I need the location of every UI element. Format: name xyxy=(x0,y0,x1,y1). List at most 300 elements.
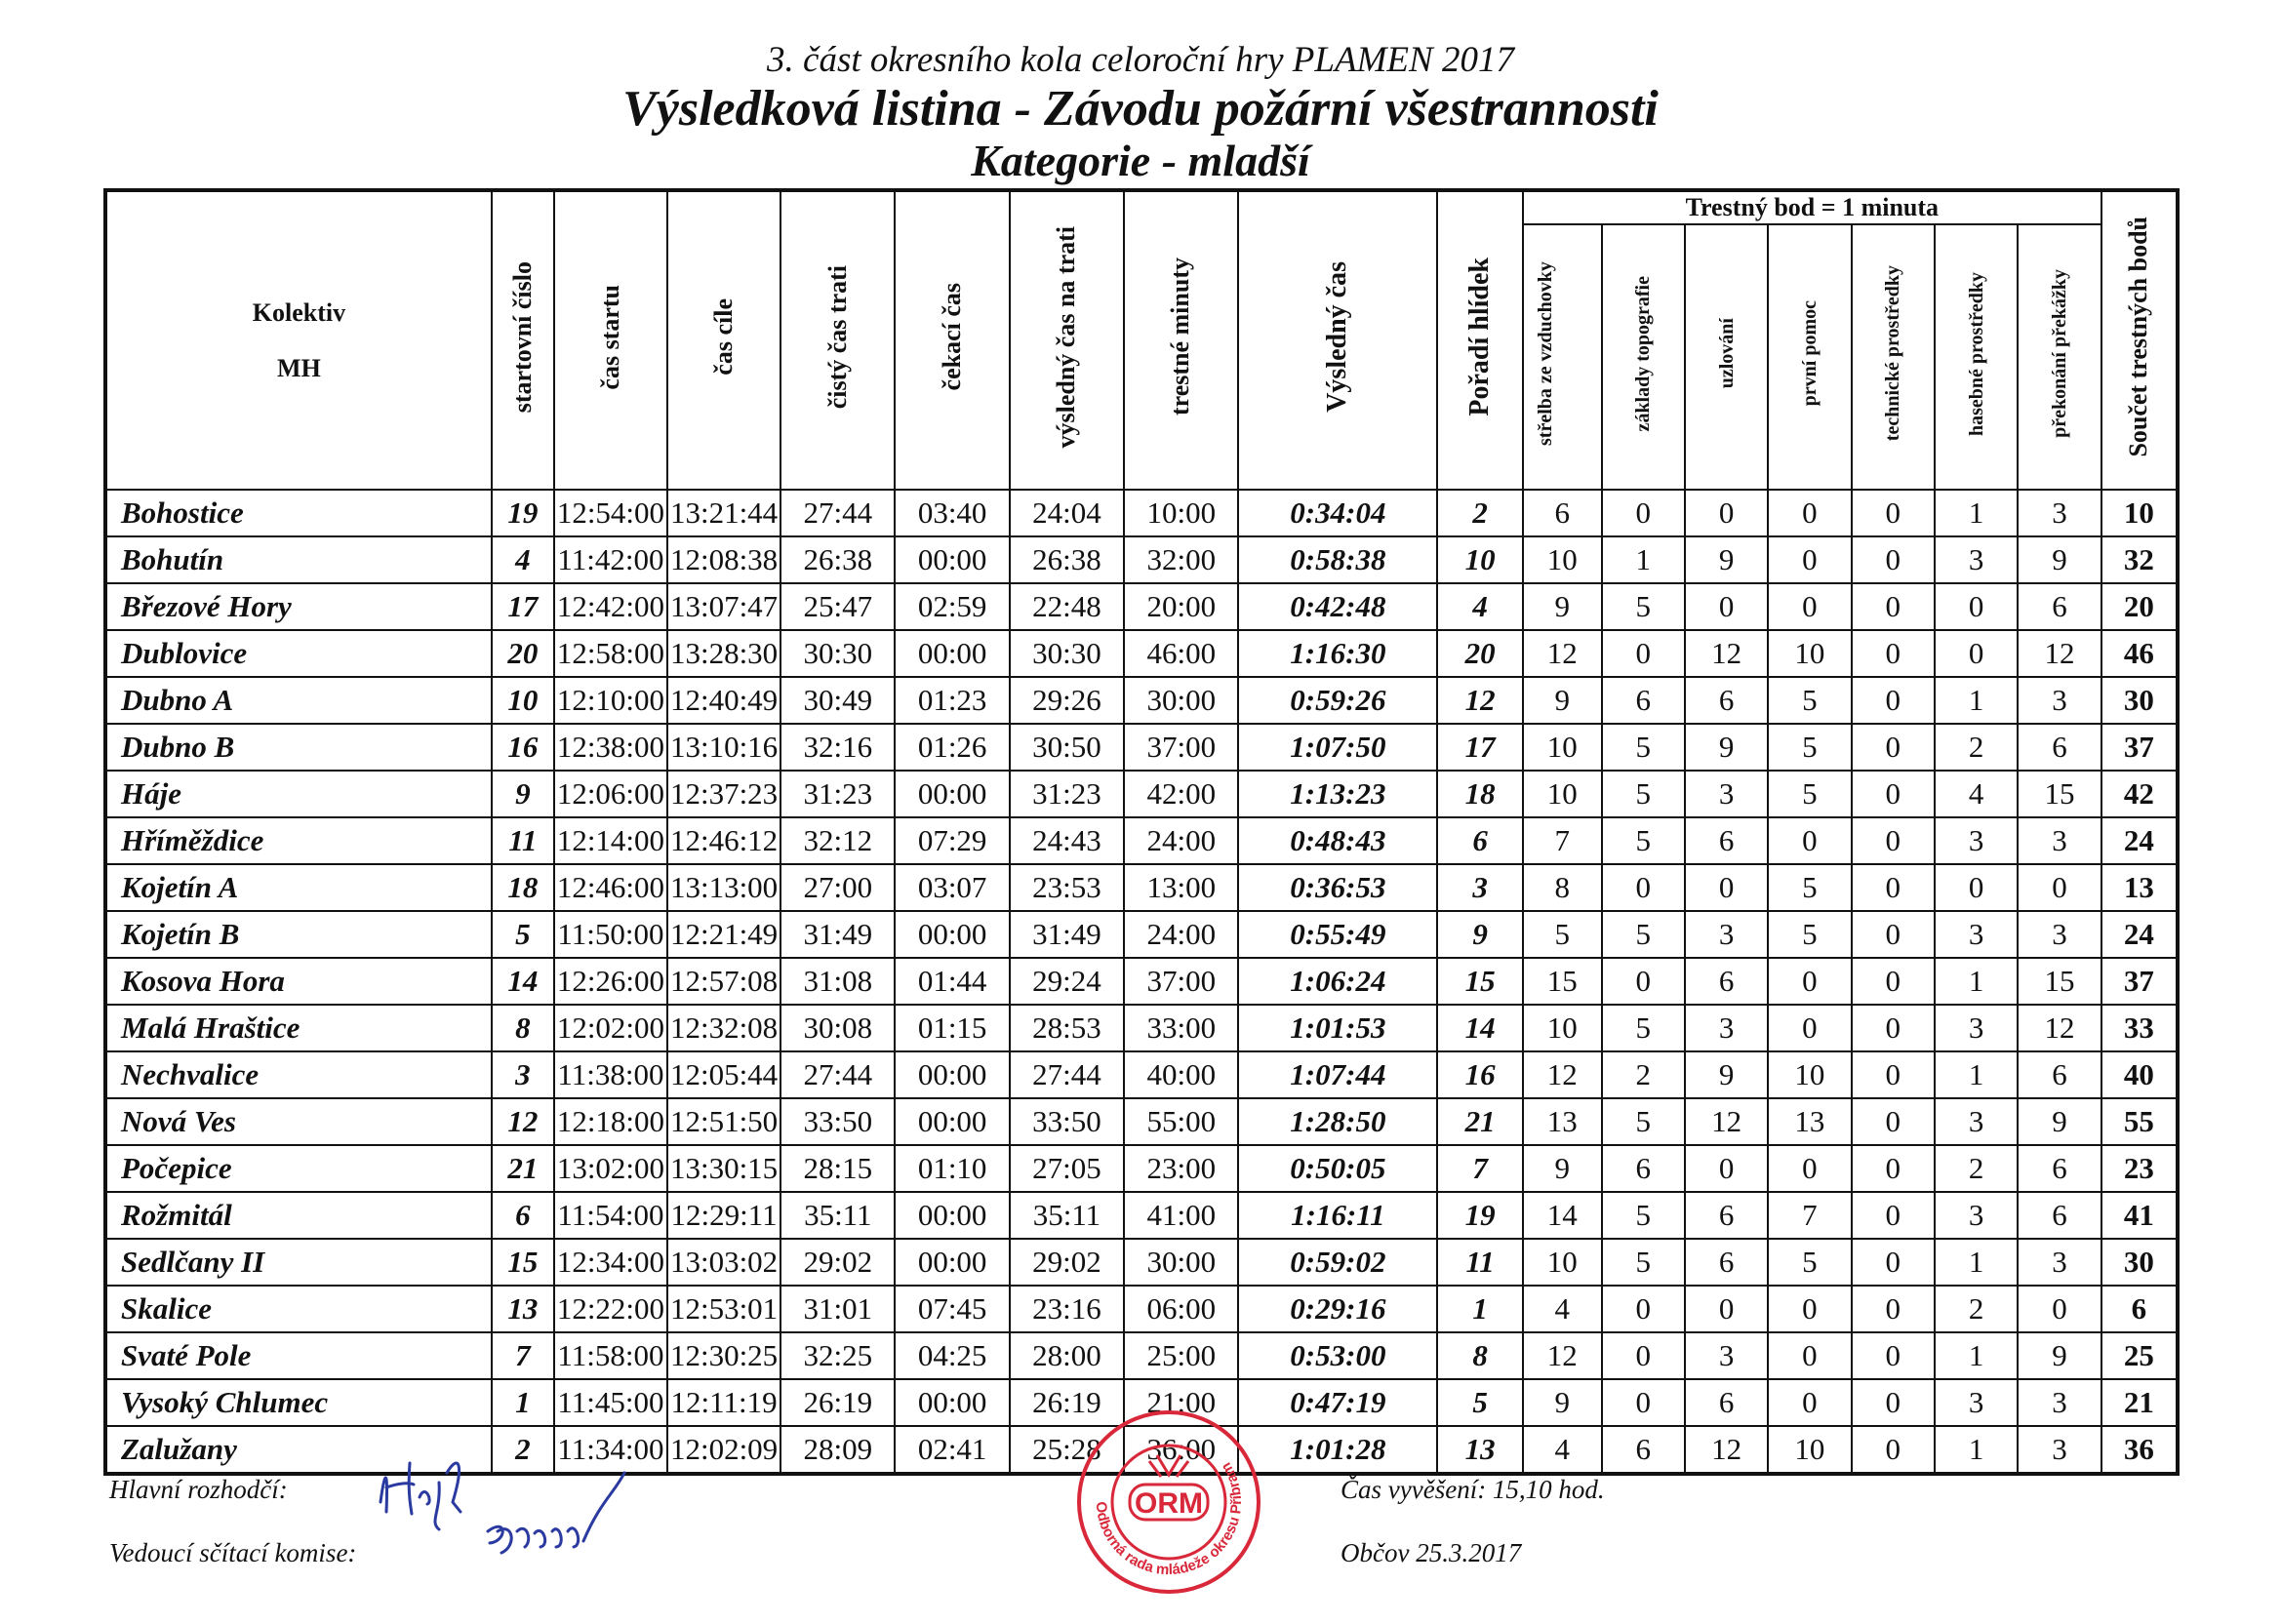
penalty-sum: 24 xyxy=(2101,817,2178,864)
team-name: Háje xyxy=(105,771,492,817)
table-cell: 6 xyxy=(1685,817,1768,864)
table-cell: 03:40 xyxy=(895,490,1009,536)
table-cell: 00:00 xyxy=(895,1051,1009,1098)
table-cell: 37:00 xyxy=(1124,958,1238,1005)
team-name: Skalice xyxy=(105,1286,492,1332)
table-cell: 30:50 xyxy=(1010,724,1124,771)
start-number: 7 xyxy=(492,1332,554,1379)
table-cell: 33:00 xyxy=(1124,1005,1238,1051)
table-cell: 12:10:00 xyxy=(554,677,667,724)
table-cell: 0 xyxy=(1602,1332,1685,1379)
team-name: Kojetín A xyxy=(105,864,492,911)
table-cell: 00:00 xyxy=(895,771,1009,817)
table-cell: 31:23 xyxy=(1010,771,1124,817)
table-cell: 12:26:00 xyxy=(554,958,667,1005)
col-header-start-time: čas startu xyxy=(554,190,667,490)
table-cell: 40:00 xyxy=(1124,1051,1238,1098)
start-number: 1 xyxy=(492,1379,554,1426)
table-cell: 0 xyxy=(1768,1332,1851,1379)
penalty-sum: 36 xyxy=(2101,1426,2178,1474)
table-cell: 25:28 xyxy=(1010,1426,1124,1474)
table-cell: 0 xyxy=(1935,583,2018,630)
table-cell: 11:38:00 xyxy=(554,1051,667,1098)
result-time: 1:16:30 xyxy=(1238,630,1437,677)
col-header-extinguishing-equipment: hasebné prostředky xyxy=(1935,224,2018,490)
team-name: Kosova Hora xyxy=(105,958,492,1005)
table-cell: 37:00 xyxy=(1124,724,1238,771)
table-cell: 3 xyxy=(1685,771,1768,817)
table-row xyxy=(105,630,2178,677)
table-cell: 0 xyxy=(1852,1239,1935,1286)
table-cell: 32:25 xyxy=(780,1332,895,1379)
rank: 2 xyxy=(1437,490,1523,536)
table-cell: 5 xyxy=(1602,771,1685,817)
table-cell: 5 xyxy=(1602,1192,1685,1239)
rank: 10 xyxy=(1437,536,1523,583)
result-time: 0:48:43 xyxy=(1238,817,1437,864)
table-cell: 0 xyxy=(1852,1379,1935,1426)
table-cell: 12:46:12 xyxy=(667,817,780,864)
team-name: Malá Hraštice xyxy=(105,1005,492,1051)
table-cell: 12 xyxy=(1685,630,1768,677)
result-time: 0:36:53 xyxy=(1238,864,1437,911)
rank: 6 xyxy=(1437,817,1523,864)
penalty-sum: 37 xyxy=(2101,724,2178,771)
document-title: Výsledková listina - Závodu požární všestrannosti xyxy=(622,81,1659,137)
place-date: Občov 25.3.2017 xyxy=(1341,1538,1522,1567)
table-cell: 0 xyxy=(1852,1005,1935,1051)
table-cell: 6 xyxy=(1602,677,1685,724)
table-cell: 28:00 xyxy=(1010,1332,1124,1379)
table-cell: 12:40:49 xyxy=(667,677,780,724)
table-cell: 3 xyxy=(1935,1379,2018,1426)
table-cell: 12 xyxy=(1685,1426,1768,1474)
table-cell: 2 xyxy=(1602,1051,1685,1098)
team-name: Svaté Pole xyxy=(105,1332,492,1379)
table-cell: 30:00 xyxy=(1124,1239,1238,1286)
table-cell: 27:00 xyxy=(780,864,895,911)
table-cell: 0 xyxy=(1852,630,1935,677)
col-header-technical-equipment: technické prostředky xyxy=(1852,224,1935,490)
table-cell: 0 xyxy=(1852,724,1935,771)
table-row xyxy=(105,724,2178,771)
table-cell: 6 xyxy=(1685,677,1768,724)
table-cell: 10 xyxy=(1523,1005,1602,1051)
table-cell: 07:45 xyxy=(895,1286,1009,1332)
start-number: 17 xyxy=(492,583,554,630)
start-number: 10 xyxy=(492,677,554,724)
result-time: 0:42:48 xyxy=(1238,583,1437,630)
table-cell: 0 xyxy=(1852,490,1935,536)
penalty-sum: 21 xyxy=(2101,1379,2178,1426)
table-cell: 02:59 xyxy=(895,583,1009,630)
table-cell: 01:44 xyxy=(895,958,1009,1005)
table-cell: 3 xyxy=(2018,1239,2101,1286)
stamp-center-text: ORM xyxy=(1135,1487,1203,1520)
table-row xyxy=(105,817,2178,864)
table-cell: 5 xyxy=(1602,1005,1685,1051)
table-header xyxy=(105,190,2178,490)
result-time: 1:28:50 xyxy=(1238,1098,1437,1145)
table-cell: 31:49 xyxy=(1010,911,1124,958)
table-cell: 13:10:16 xyxy=(667,724,780,771)
col-header-shooting: střelba ze vzduchovky xyxy=(1523,224,1602,490)
table-cell: 3 xyxy=(2018,817,2101,864)
table-cell: 27:05 xyxy=(1010,1145,1124,1192)
table-cell: 30:00 xyxy=(1124,677,1238,724)
table-cell: 01:23 xyxy=(895,677,1009,724)
table-cell: 22:48 xyxy=(1010,583,1124,630)
penalty-sum: 25 xyxy=(2101,1332,2178,1379)
table-cell: 12:18:00 xyxy=(554,1098,667,1145)
penalty-sum: 42 xyxy=(2101,771,2178,817)
start-number: 21 xyxy=(492,1145,554,1192)
result-time: 1:06:24 xyxy=(1238,958,1437,1005)
table-cell: 36:00 xyxy=(1124,1426,1238,1474)
table-cell: 10 xyxy=(1768,1051,1851,1098)
table-cell: 9 xyxy=(1523,1145,1602,1192)
table-cell: 0 xyxy=(1768,536,1851,583)
table-cell: 15 xyxy=(2018,771,2101,817)
table-cell: 25:47 xyxy=(780,583,895,630)
table-cell: 9 xyxy=(1685,1051,1768,1098)
table-row xyxy=(105,1145,2178,1192)
table-cell: 0 xyxy=(1768,817,1851,864)
table-cell: 0 xyxy=(1768,958,1851,1005)
table-cell: 12:06:00 xyxy=(554,771,667,817)
table-cell: 29:26 xyxy=(1010,677,1124,724)
table-cell: 6 xyxy=(2018,1192,2101,1239)
table-cell: 11:34:00 xyxy=(554,1426,667,1474)
penalty-sum: 33 xyxy=(2101,1005,2178,1051)
table-cell: 13:02:00 xyxy=(554,1145,667,1192)
col-header-obstacles: překonání překážky xyxy=(2018,224,2101,490)
table-row xyxy=(105,1192,2178,1239)
table-cell: 10 xyxy=(1768,1426,1851,1474)
result-time: 1:16:11 xyxy=(1238,1192,1437,1239)
table-cell: 1 xyxy=(1935,958,2018,1005)
result-time: 0:34:04 xyxy=(1238,490,1437,536)
table-cell: 3 xyxy=(1935,817,2018,864)
table-row xyxy=(105,1051,2178,1098)
table-cell: 12:02:09 xyxy=(667,1426,780,1474)
table-cell: 0 xyxy=(1685,1286,1768,1332)
table-cell: 3 xyxy=(1935,1005,2018,1051)
table-cell: 04:25 xyxy=(895,1332,1009,1379)
table-cell: 14 xyxy=(1523,1192,1602,1239)
table-cell: 30:08 xyxy=(780,1005,895,1051)
table-cell: 31:23 xyxy=(780,771,895,817)
table-cell: 0 xyxy=(1852,1145,1935,1192)
committee-label: Vedoucí sčítací komise: xyxy=(109,1538,357,1567)
table-cell: 33:50 xyxy=(780,1098,895,1145)
table-cell: 12:51:50 xyxy=(667,1098,780,1145)
table-cell: 1 xyxy=(1935,1332,2018,1379)
posted-time: Čas vyvěšení: 15,10 hod. xyxy=(1341,1475,1605,1504)
table-cell: 0 xyxy=(1768,583,1851,630)
table-cell: 12:38:00 xyxy=(554,724,667,771)
table-cell: 13 xyxy=(1523,1098,1602,1145)
rank: 15 xyxy=(1437,958,1523,1005)
table-cell: 4 xyxy=(1523,1426,1602,1474)
table-row xyxy=(105,536,2178,583)
rank: 18 xyxy=(1437,771,1523,817)
table-cell: 23:53 xyxy=(1010,864,1124,911)
table-cell: 30:30 xyxy=(780,630,895,677)
table-cell: 0 xyxy=(1935,630,2018,677)
rank: 21 xyxy=(1437,1098,1523,1145)
table-cell: 11:45:00 xyxy=(554,1379,667,1426)
rank: 12 xyxy=(1437,677,1523,724)
rank: 19 xyxy=(1437,1192,1523,1239)
rank: 17 xyxy=(1437,724,1523,771)
table-cell: 13:13:00 xyxy=(667,864,780,911)
orm-stamp xyxy=(1071,1405,1266,1600)
start-number: 3 xyxy=(492,1051,554,1098)
table-cell: 1 xyxy=(1602,536,1685,583)
table-cell: 5 xyxy=(1602,583,1685,630)
table-cell: 10 xyxy=(1523,536,1602,583)
result-time: 1:07:44 xyxy=(1238,1051,1437,1098)
table-cell: 1 xyxy=(1935,1426,2018,1474)
table-cell: 55:00 xyxy=(1124,1098,1238,1145)
table-cell: 9 xyxy=(1523,1379,1602,1426)
table-cell: 0 xyxy=(1852,583,1935,630)
start-number: 13 xyxy=(492,1286,554,1332)
table-cell: 3 xyxy=(1935,911,2018,958)
table-cell: 12:57:08 xyxy=(667,958,780,1005)
table-cell: 9 xyxy=(1685,724,1768,771)
table-cell: 35:11 xyxy=(1010,1192,1124,1239)
col-header-wait-time: čekací čas xyxy=(895,190,1009,490)
table-cell: 0 xyxy=(1602,864,1685,911)
rank: 8 xyxy=(1437,1332,1523,1379)
result-time: 0:55:49 xyxy=(1238,911,1437,958)
table-cell: 12:02:00 xyxy=(554,1005,667,1051)
table-cell: 13:03:02 xyxy=(667,1239,780,1286)
table-cell: 5 xyxy=(1602,724,1685,771)
team-name: Nechvalice xyxy=(105,1051,492,1098)
table-cell: 0 xyxy=(1852,536,1935,583)
result-time: 0:47:19 xyxy=(1238,1379,1437,1426)
table-cell: 0 xyxy=(1602,630,1685,677)
table-cell: 4 xyxy=(1523,1286,1602,1332)
team-name: Sedlčany II xyxy=(105,1239,492,1286)
table-cell: 0 xyxy=(1768,1379,1851,1426)
penalty-sum: 6 xyxy=(2101,1286,2178,1332)
table-row xyxy=(105,1098,2178,1145)
result-time: 0:58:38 xyxy=(1238,536,1437,583)
table-cell: 10 xyxy=(1523,724,1602,771)
table-cell: 32:12 xyxy=(780,817,895,864)
table-cell: 0 xyxy=(1768,1005,1851,1051)
table-cell: 03:07 xyxy=(895,864,1009,911)
col-header-track-time: výsledný čas na trati xyxy=(1010,190,1124,490)
start-number: 8 xyxy=(492,1005,554,1051)
start-number: 14 xyxy=(492,958,554,1005)
table-cell: 12:46:00 xyxy=(554,864,667,911)
team-name: Dubno A xyxy=(105,677,492,724)
team-name: Dubno B xyxy=(105,724,492,771)
table-cell: 11:54:00 xyxy=(554,1192,667,1239)
col-header-result-time: Výsledný čas xyxy=(1238,190,1437,490)
table-cell: 00:00 xyxy=(895,1379,1009,1426)
rank: 5 xyxy=(1437,1379,1523,1426)
table-cell: 0 xyxy=(1602,958,1685,1005)
table-cell: 7 xyxy=(1523,817,1602,864)
table-cell: 5 xyxy=(1768,677,1851,724)
table-cell: 11:42:00 xyxy=(554,536,667,583)
table-cell: 12 xyxy=(1523,1051,1602,1098)
table-cell: 11:58:00 xyxy=(554,1332,667,1379)
start-number: 12 xyxy=(492,1098,554,1145)
table-cell: 3 xyxy=(2018,911,2101,958)
table-cell: 20:00 xyxy=(1124,583,1238,630)
table-cell: 12:14:00 xyxy=(554,817,667,864)
rank: 14 xyxy=(1437,1005,1523,1051)
table-cell: 3 xyxy=(2018,490,2101,536)
penalty-sum: 41 xyxy=(2101,1192,2178,1239)
chief-judge-label: Hlavní rozhodčí: xyxy=(109,1475,288,1504)
table-cell: 2 xyxy=(1935,724,2018,771)
table-cell: 7 xyxy=(1768,1192,1851,1239)
rank: 11 xyxy=(1437,1239,1523,1286)
penalty-sum: 13 xyxy=(2101,864,2178,911)
penalty-sum: 10 xyxy=(2101,490,2178,536)
table-cell: 24:43 xyxy=(1010,817,1124,864)
table-cell: 6 xyxy=(2018,724,2101,771)
table-cell: 0 xyxy=(1602,1379,1685,1426)
table-cell: 6 xyxy=(2018,1145,2101,1192)
table-cell: 00:00 xyxy=(895,1192,1009,1239)
table-cell: 0 xyxy=(1852,1426,1935,1474)
table-cell: 5 xyxy=(1523,911,1602,958)
table-cell: 24:00 xyxy=(1124,817,1238,864)
penalty-sum: 23 xyxy=(2101,1145,2178,1192)
table-cell: 5 xyxy=(1768,1239,1851,1286)
table-cell: 00:00 xyxy=(895,911,1009,958)
table-cell: 9 xyxy=(2018,1332,2101,1379)
table-row xyxy=(105,490,2178,536)
result-time: 1:01:53 xyxy=(1238,1005,1437,1051)
table-cell: 0 xyxy=(1852,911,1935,958)
table-cell: 32:16 xyxy=(780,724,895,771)
table-cell: 0 xyxy=(1685,1145,1768,1192)
rank: 9 xyxy=(1437,911,1523,958)
table-cell: 30:49 xyxy=(780,677,895,724)
table-cell: 00:00 xyxy=(895,630,1009,677)
table-cell: 31:49 xyxy=(780,911,895,958)
result-time: 0:59:26 xyxy=(1238,677,1437,724)
table-cell: 6 xyxy=(1685,1239,1768,1286)
table-cell: 0 xyxy=(2018,1286,2101,1332)
table-cell: 11:50:00 xyxy=(554,911,667,958)
table-cell: 01:26 xyxy=(895,724,1009,771)
result-time: 1:13:23 xyxy=(1238,771,1437,817)
rank: 3 xyxy=(1437,864,1523,911)
table-cell: 0 xyxy=(1935,864,2018,911)
table-cell: 1 xyxy=(1935,1051,2018,1098)
penalty-points-header: Trestný bod = 1 minuta xyxy=(1523,190,2101,224)
table-cell: 0 xyxy=(1852,1192,1935,1239)
table-cell: 0 xyxy=(1768,1145,1851,1192)
team-name: Březové Hory xyxy=(105,583,492,630)
table-cell: 28:15 xyxy=(780,1145,895,1192)
table-cell: 5 xyxy=(1768,911,1851,958)
rank: 4 xyxy=(1437,583,1523,630)
table-cell: 0 xyxy=(1852,1286,1935,1332)
rank: 13 xyxy=(1437,1426,1523,1474)
table-cell: 8 xyxy=(1523,864,1602,911)
svg-text:Odborná rada mládeže okresu Př: Odborná rada mládeže okresu Příbram xyxy=(1092,1459,1246,1579)
team-name: Nová Ves xyxy=(105,1098,492,1145)
table-cell: 26:19 xyxy=(780,1379,895,1426)
col-header-rank: Pořadí hlídek xyxy=(1437,190,1523,490)
table-cell: 13:30:15 xyxy=(667,1145,780,1192)
table-cell: 12 xyxy=(1523,1332,1602,1379)
table-cell: 27:44 xyxy=(1010,1051,1124,1098)
table-cell: 3 xyxy=(1685,1005,1768,1051)
table-cell: 10 xyxy=(1768,630,1851,677)
results-table xyxy=(103,188,2180,1476)
table-cell: 07:29 xyxy=(895,817,1009,864)
result-time: 0:29:16 xyxy=(1238,1286,1437,1332)
table-cell: 0 xyxy=(1602,1286,1685,1332)
table-cell: 42:00 xyxy=(1124,771,1238,817)
start-number: 2 xyxy=(492,1426,554,1474)
table-body xyxy=(105,490,2178,1474)
table-cell: 13:07:47 xyxy=(667,583,780,630)
start-number: 6 xyxy=(492,1192,554,1239)
table-cell: 3 xyxy=(1685,911,1768,958)
start-number: 15 xyxy=(492,1239,554,1286)
team-name: Bohostice xyxy=(105,490,492,536)
table-cell: 12 xyxy=(1523,630,1602,677)
result-time: 1:01:28 xyxy=(1238,1426,1437,1474)
category-title: Kategorie - mladší xyxy=(971,136,1310,185)
table-cell: 9 xyxy=(1685,536,1768,583)
table-cell: 24:04 xyxy=(1010,490,1124,536)
table-cell: 3 xyxy=(1935,1098,2018,1145)
table-cell: 12:37:23 xyxy=(667,771,780,817)
table-cell: 01:10 xyxy=(895,1145,1009,1192)
table-cell: 3 xyxy=(2018,1426,2101,1474)
table-cell: 12:11:19 xyxy=(667,1379,780,1426)
col-header-knots: uzlování xyxy=(1685,224,1768,490)
table-cell: 46:00 xyxy=(1124,630,1238,677)
committee-signature xyxy=(478,1463,644,1561)
start-number: 18 xyxy=(492,864,554,911)
table-cell: 02:41 xyxy=(895,1426,1009,1474)
table-row xyxy=(105,677,2178,724)
table-cell: 12:30:25 xyxy=(667,1332,780,1379)
team-name: Bohutín xyxy=(105,536,492,583)
team-name: Zalužany xyxy=(105,1426,492,1474)
penalty-sum: 20 xyxy=(2101,583,2178,630)
table-cell: 6 xyxy=(1602,1145,1685,1192)
table-cell: 01:15 xyxy=(895,1005,1009,1051)
table-cell: 13:28:30 xyxy=(667,630,780,677)
table-cell: 31:08 xyxy=(780,958,895,1005)
table-cell: 3 xyxy=(1935,536,2018,583)
team-name: Dublovice xyxy=(105,630,492,677)
penalty-sum: 46 xyxy=(2101,630,2178,677)
table-cell: 12:58:00 xyxy=(554,630,667,677)
table-row xyxy=(105,864,2178,911)
table-cell: 30:30 xyxy=(1010,630,1124,677)
start-number: 9 xyxy=(492,771,554,817)
table-cell: 00:00 xyxy=(895,1098,1009,1145)
